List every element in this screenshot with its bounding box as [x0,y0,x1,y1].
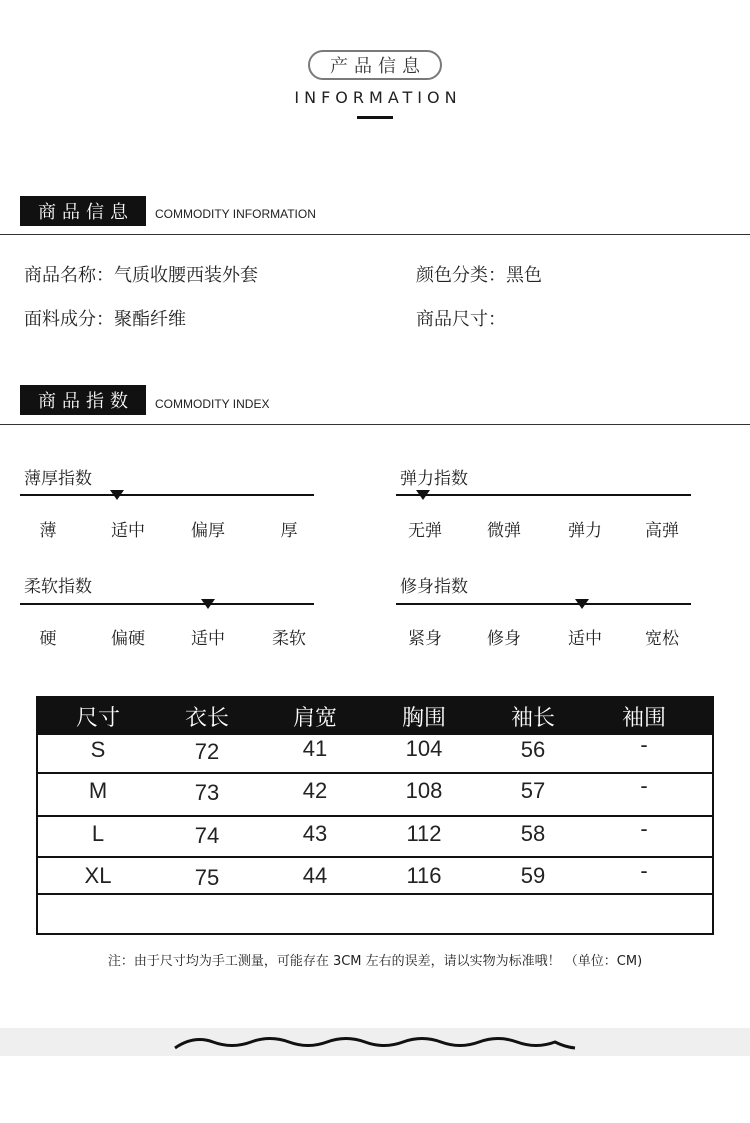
info-pill-label: 产品信息 [308,50,442,80]
thickness-scale-line [20,494,314,496]
fit-option: 宽松 [645,629,679,649]
softness-scale-line [20,603,314,605]
product-fabric: 面料成分：聚酯纤维 [24,309,186,330]
table-cell: 58 [520,821,546,846]
product-name: 商品名称：气质收腰西装外套 [24,265,258,286]
table-row-empty [38,893,712,933]
table-cell: 43 [302,821,328,846]
table-row [38,856,712,895]
section-divider [0,424,750,425]
commodity-info-tag: 商品信息 [20,196,146,226]
table-cell: - [640,773,648,798]
table-cell: 104 [405,736,443,761]
product-color: 颜色分类：黑色 [416,265,542,286]
elasticity-option: 无弹 [408,521,442,541]
softness-option: 适中 [191,629,225,649]
fit-scale-line [396,603,691,605]
size-table [36,696,714,935]
table-cell: 57 [520,778,546,803]
softness-marker [201,599,215,609]
softness-option: 柔软 [272,629,306,649]
softness-index-title: 柔软指数 [24,577,92,597]
softness-option: 硬 [39,629,57,649]
column-header: 胸围 [401,706,446,731]
table-cell: M [88,778,108,803]
header-divider [357,116,393,119]
elasticity-marker [416,490,430,500]
softness-option: 偏硬 [111,629,145,649]
elasticity-scale-line [396,494,691,496]
fit-option: 紧身 [408,629,442,649]
table-cell: 59 [520,863,546,888]
column-header: 尺寸 [75,706,120,731]
fit-index-title: 修身指数 [400,577,468,597]
product-size: 商品尺寸： [416,309,506,330]
column-header: 衣长 [184,706,229,731]
table-cell: 75 [194,865,220,890]
fit-option: 修身 [487,629,521,649]
measurement-note: 注：由于尺寸均为手工测量，可能存在 3CM 左右的误差，请以实物为标准哦！ （单位：CM) [107,954,643,969]
wave-decoration-icon [174,1028,576,1056]
table-row [38,815,712,856]
commodity-index-tag: 商品指数 [20,385,146,415]
table-cell: 56 [520,737,546,762]
information-subtitle: INFORMATION [294,88,462,107]
column-header: 袖长 [510,706,555,731]
table-cell: 73 [194,780,220,805]
table-cell: 42 [302,778,328,803]
elasticity-option: 微弹 [487,521,521,541]
elasticity-option: 弹力 [568,521,602,541]
size-table-header [38,698,712,735]
thickness-option: 适中 [111,521,145,541]
table-cell: 74 [194,823,220,848]
column-header: 袖围 [621,706,666,731]
table-cell: - [640,732,648,757]
elasticity-index-title: 弹力指数 [400,469,468,489]
thickness-index-title: 薄厚指数 [24,469,92,489]
table-cell: L [91,821,105,846]
table-cell: - [640,858,648,883]
table-cell: 44 [302,863,328,888]
table-cell: - [640,816,648,841]
table-cell: 116 [406,863,442,888]
fit-option: 适中 [568,629,602,649]
thickness-option: 偏厚 [191,521,225,541]
thickness-marker [110,490,124,500]
table-cell: 41 [302,736,328,761]
fit-marker [575,599,589,609]
table-cell: 108 [405,778,443,803]
commodity-info-en: COMMODITY INFORMATION [155,207,316,221]
table-cell: 72 [194,739,220,764]
table-row [38,772,712,815]
section-divider [0,234,750,235]
table-cell: S [90,737,106,762]
table-cell: 112 [406,821,442,846]
commodity-index-en: COMMODITY INDEX [155,397,270,411]
thickness-option: 厚 [280,521,298,541]
column-header: 肩宽 [292,706,337,731]
elasticity-option: 高弹 [645,521,679,541]
thickness-option: 薄 [39,521,57,541]
table-cell: XL [84,863,112,888]
